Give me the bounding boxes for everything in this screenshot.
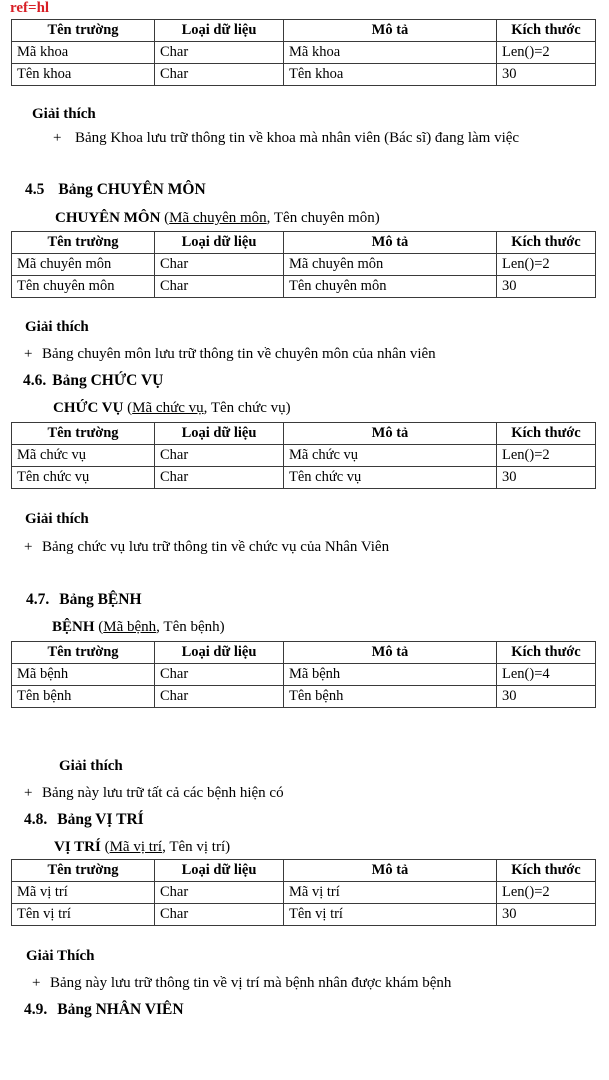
cell-data-type: Char — [155, 64, 284, 86]
relation-attribute: Tên vị trí — [169, 839, 226, 855]
cell-size: Len()=2 — [497, 445, 596, 467]
cell-data-type: Char — [155, 686, 284, 708]
column-header-loai-du-lieu: Loại dữ liệu — [155, 232, 284, 254]
relation-name: VỊ TRÍ — [54, 839, 101, 855]
paren-close: ) — [285, 400, 291, 416]
explanation-text: Bảng này lưu trữ tất cả các bệnh hiện có — [42, 785, 284, 801]
relation-schema-vi-tri — [54, 838, 230, 857]
schema-table-benh — [11, 641, 596, 708]
table-header-row — [12, 642, 596, 664]
relation-attribute: Tên chuyên môn — [273, 210, 375, 226]
schema-table-khoa — [11, 19, 596, 86]
cell-size: Len()=2 — [497, 882, 596, 904]
section-heading-text: Bảng CHỨC VỤ — [52, 372, 164, 389]
column-header-ten-truong: Tên trường — [12, 423, 155, 445]
column-header-mo-ta: Mô tả — [284, 20, 497, 42]
section-number: 4.5 — [25, 181, 45, 198]
section-heading-text: Bảng NHÂN VIÊN — [57, 1001, 184, 1018]
cell-field-name: Mã bệnh — [12, 664, 155, 686]
table-header-row — [12, 860, 596, 882]
cell-data-type: Char — [155, 445, 284, 467]
table-row — [12, 686, 596, 708]
relation-primary-key: Mã chức vụ — [132, 400, 204, 416]
column-header-loai-du-lieu: Loại dữ liệu — [155, 423, 284, 445]
paren-close: ) — [374, 210, 380, 226]
cell-field-name: Tên chuyên môn — [12, 276, 155, 298]
table-row — [12, 445, 596, 467]
cell-size: 30 — [497, 64, 596, 86]
cell-size: 30 — [497, 467, 596, 489]
column-header-kich-thuoc: Kích thước — [497, 232, 596, 254]
explanation-text: Bảng chức vụ lưu trữ thông tin về chức vụ của Nhân Viên — [42, 539, 390, 555]
column-header-loai-du-lieu: Loại dữ liệu — [155, 20, 284, 42]
cell-size: 30 — [497, 904, 596, 926]
explain-label-chuyen-mon: Giải thích — [25, 319, 89, 335]
paren-open: ( — [94, 619, 104, 635]
table-row — [12, 664, 596, 686]
cell-field-name: Mã khoa — [12, 42, 155, 64]
relation-schema-chuyen-mon — [55, 209, 380, 228]
cell-field-name: Mã chuyên môn — [12, 254, 155, 276]
relation-schema-chuc-vu — [53, 399, 291, 418]
comma-sep: , — [203, 400, 211, 416]
cell-description: Tên khoa — [284, 64, 497, 86]
column-header-ten-truong: Tên trường — [12, 642, 155, 664]
relation-name: BỆNH — [52, 619, 95, 635]
table-header-row — [12, 423, 596, 445]
cell-description: Tên chức vụ — [284, 467, 497, 489]
table-row — [12, 64, 596, 86]
schema-table-vi-tri — [11, 859, 596, 926]
cell-field-name: Tên vị trí — [12, 904, 155, 926]
cell-size: Len()=2 — [497, 254, 596, 276]
section-number: 4.9. — [24, 1001, 48, 1018]
section-heading-text: Bảng BỆNH — [59, 591, 142, 608]
paren-close: ) — [225, 839, 231, 855]
cell-data-type: Char — [155, 664, 284, 686]
explanation-chuc-vu — [24, 537, 389, 557]
cell-data-type: Char — [155, 254, 284, 276]
relation-primary-key: Mã chuyên môn — [169, 210, 267, 226]
section-number: 4.8. — [24, 811, 48, 828]
paren-close: ) — [219, 619, 225, 635]
column-header-mo-ta: Mô tả — [284, 423, 497, 445]
paren-open: ( — [100, 839, 110, 855]
explanation-benh — [24, 783, 284, 803]
column-header-kich-thuoc: Kích thước — [497, 423, 596, 445]
explanation-text: Bảng Khoa lưu trữ thông tin về khoa mà nhân viên (Bác sĩ) đang làm việc — [75, 130, 520, 146]
table-header-row — [12, 232, 596, 254]
table-row — [12, 467, 596, 489]
cell-field-name: Tên chức vụ — [12, 467, 155, 489]
cell-description: Mã chức vụ — [284, 445, 497, 467]
cell-data-type: Char — [155, 882, 284, 904]
section-heading-4-5 — [25, 180, 206, 199]
relation-schema-benh — [52, 618, 225, 637]
relation-attribute: Tên bệnh — [163, 619, 220, 635]
table-header-row — [12, 20, 596, 42]
column-header-ten-truong: Tên trường — [12, 232, 155, 254]
explain-label-khoa: Giải thích — [32, 106, 96, 122]
column-header-mo-ta: Mô tả — [284, 860, 497, 882]
cell-size: 30 — [497, 686, 596, 708]
cell-data-type: Char — [155, 276, 284, 298]
cell-description: Mã khoa — [284, 42, 497, 64]
relation-primary-key: Mã bệnh — [103, 619, 157, 635]
cell-description: Mã vị trí — [284, 882, 497, 904]
cell-field-name: Tên bệnh — [12, 686, 155, 708]
cell-description: Tên bệnh — [284, 686, 497, 708]
explain-label-chuc-vu: Giải thích — [25, 511, 89, 527]
cell-description: Tên vị trí — [284, 904, 497, 926]
table-row — [12, 276, 596, 298]
cell-field-name: Tên khoa — [12, 64, 155, 86]
table-row — [12, 42, 596, 64]
relation-primary-key: Mã vị trí — [109, 839, 163, 855]
explanation-text: Bảng chuyên môn lưu trữ thông tin về chuyên môn của nhân viên — [42, 346, 436, 362]
schema-table-chuc-vu — [11, 422, 596, 489]
cell-field-name: Mã vị trí — [12, 882, 155, 904]
comma-sep: , — [266, 210, 274, 226]
column-header-ten-truong: Tên trường — [12, 20, 155, 42]
column-header-loai-du-lieu: Loại dữ liệu — [155, 642, 284, 664]
cell-description: Mã chuyên môn — [284, 254, 497, 276]
bullet-plus-icon: + — [32, 975, 41, 991]
explain-label-vi-tri: Giải Thích — [26, 948, 95, 964]
section-heading-4-9 — [24, 1000, 184, 1019]
cell-data-type: Char — [155, 42, 284, 64]
section-heading-text: Bảng VỊ TRÍ — [57, 811, 144, 828]
section-heading-text: Bảng CHUYÊN MÔN — [58, 181, 206, 198]
comma-sep: , — [162, 839, 170, 855]
explanation-text: Bảng này lưu trữ thông tin về vị trí mà bệnh nhân được khám bệnh — [50, 975, 452, 991]
column-header-mo-ta: Mô tả — [284, 232, 497, 254]
comma-sep: , — [156, 619, 164, 635]
column-header-kich-thuoc: Kích thước — [497, 20, 596, 42]
cell-size: 30 — [497, 276, 596, 298]
column-header-kich-thuoc: Kích thước — [497, 642, 596, 664]
explanation-chuyen-mon — [24, 344, 436, 364]
cell-data-type: Char — [155, 467, 284, 489]
bullet-plus-icon: + — [24, 346, 33, 362]
section-number: 4.6. — [23, 372, 47, 389]
cell-data-type: Char — [155, 904, 284, 926]
table-row — [12, 254, 596, 276]
section-number: 4.7. — [26, 591, 50, 608]
section-heading-4-7 — [26, 590, 142, 609]
bullet-plus-icon: + — [53, 130, 62, 146]
paren-open: ( — [123, 400, 133, 416]
explanation-vi-tri — [32, 973, 451, 993]
column-header-loai-du-lieu: Loại dữ liệu — [155, 860, 284, 882]
column-header-mo-ta: Mô tả — [284, 642, 497, 664]
schema-table-chuyen-mon — [11, 231, 596, 298]
bullet-plus-icon: + — [24, 785, 33, 801]
cell-size: Len()=2 — [497, 42, 596, 64]
explanation-khoa — [53, 128, 583, 149]
relation-name: CHỨC VỤ — [53, 400, 124, 416]
bullet-plus-icon: + — [24, 539, 33, 555]
explain-label-benh: Giải thích — [59, 758, 123, 774]
relation-name: CHUYÊN MÔN — [55, 210, 161, 226]
column-header-kich-thuoc: Kích thước — [497, 860, 596, 882]
cell-field-name: Mã chức vụ — [12, 445, 155, 467]
ref-marker: ref=hl — [10, 0, 50, 16]
paren-open: ( — [160, 210, 170, 226]
cell-description: Tên chuyên môn — [284, 276, 497, 298]
cell-description: Mã bệnh — [284, 664, 497, 686]
column-header-ten-truong: Tên trường — [12, 860, 155, 882]
table-row — [12, 904, 596, 926]
relation-attribute: Tên chức vụ — [210, 400, 286, 416]
section-heading-4-6 — [23, 371, 163, 390]
table-row — [12, 882, 596, 904]
cell-size: Len()=4 — [497, 664, 596, 686]
section-heading-4-8 — [24, 810, 144, 829]
